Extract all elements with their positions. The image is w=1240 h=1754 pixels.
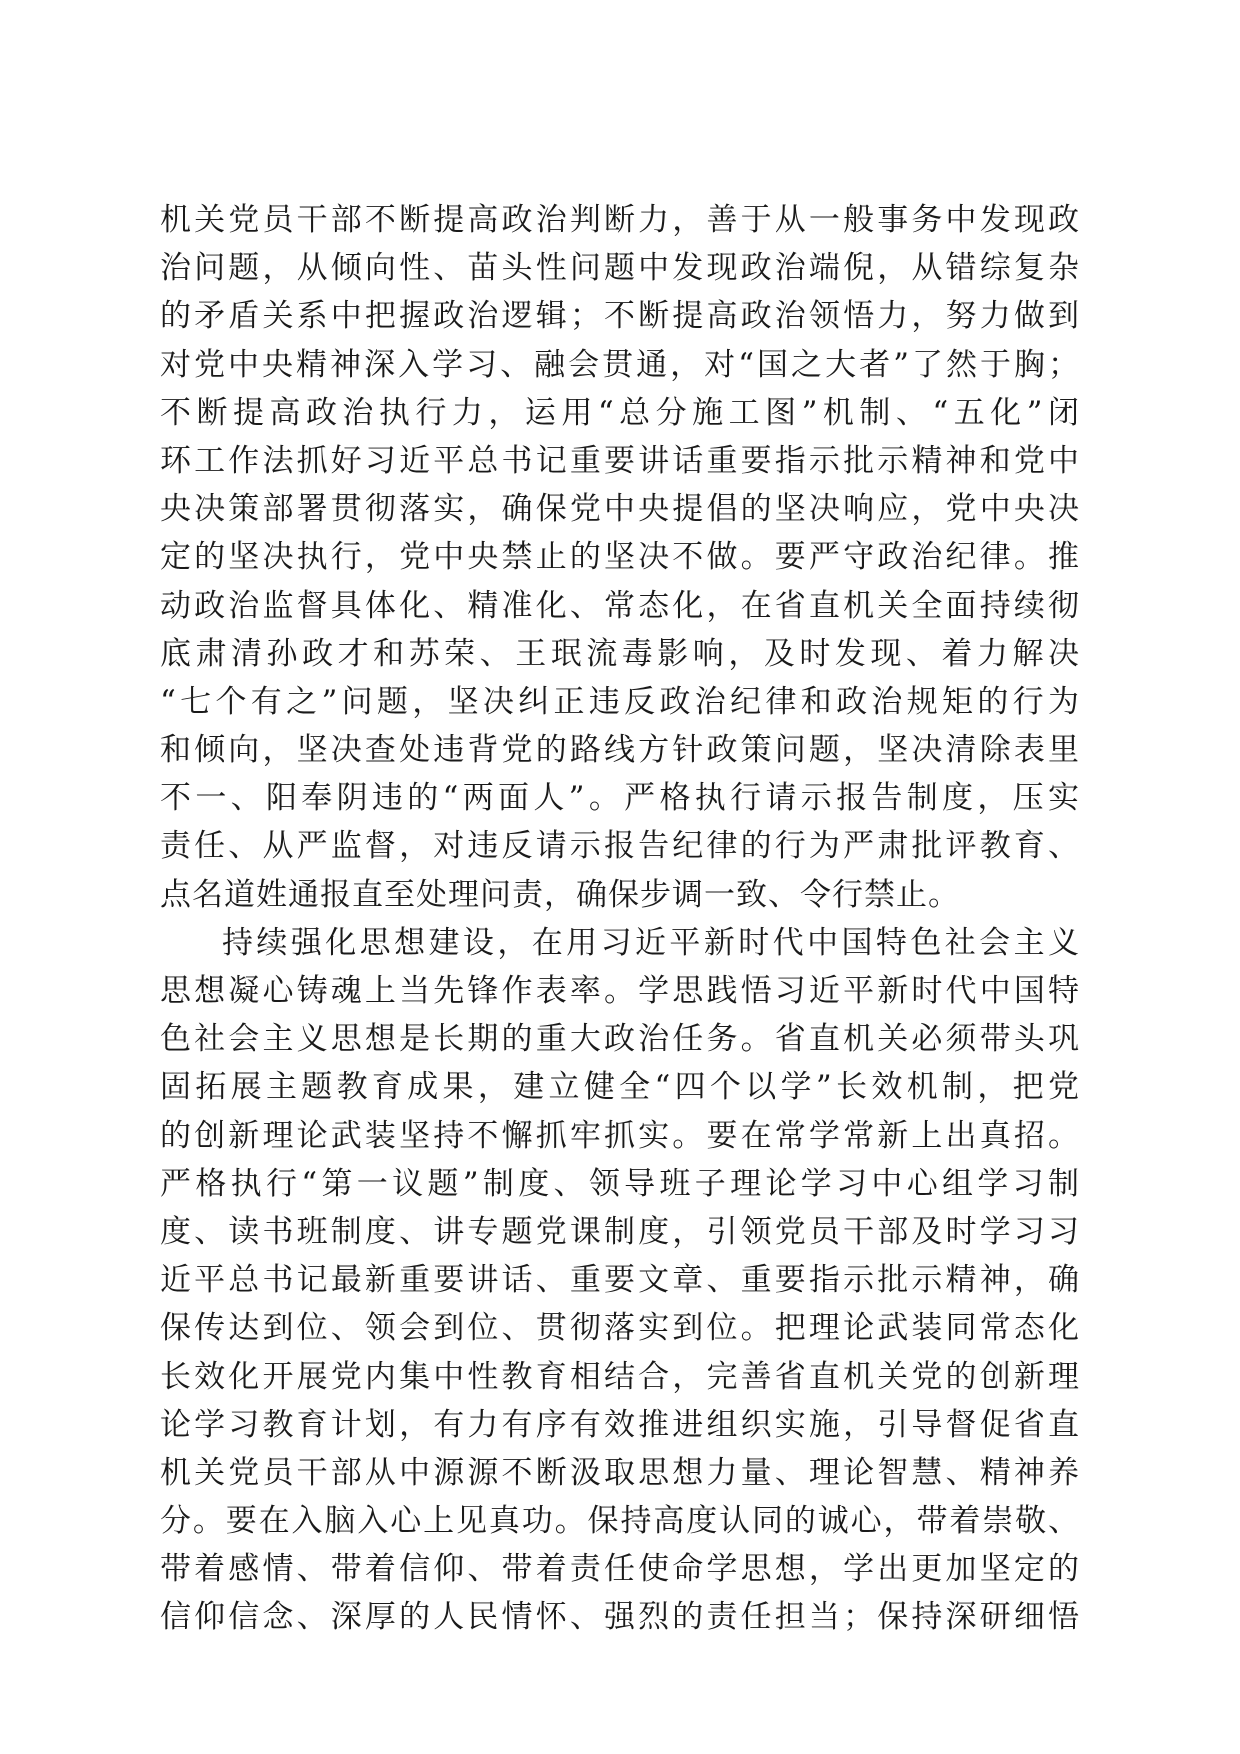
text-line: 的创新理论武装坚持不懈抓牢抓实。要在常学常新上出真招。 — [160, 1117, 1080, 1154]
text-line: 责任、从严监督，对违反请示报告纪律的行为严肃批评教育、 — [160, 828, 1080, 865]
text-line: 严格执行“第一议题”制度、领导班子理论学习中心组学习制 — [160, 1165, 1080, 1202]
paragraph — [160, 196, 1080, 919]
text-line: 定的坚决执行，党中央禁止的坚决不做。要严守政治纪律。推 — [160, 539, 1080, 576]
text-line: 论学习教育计划，有力有序有效推进组织实施，引导督促省直 — [160, 1406, 1080, 1443]
text-line: 点名道姓通报直至处理问责，确保步调一致、令行禁止。 — [160, 876, 960, 913]
text-line: 和倾向，坚决查处违背党的路线方针政策问题，坚决清除表里 — [160, 732, 1080, 769]
text-line: 思想凝心铸魂上当先锋作表率。学思践悟习近平新时代中国特 — [160, 973, 1080, 1009]
paragraph — [160, 919, 1080, 1642]
text-line: 不断提高政治执行力，运用“总分施工图”机制、“五化”闭 — [160, 394, 1080, 431]
text-line: 分。要在入脑入心上见真功。保持高度认同的诚心，带着崇敬、 — [160, 1503, 1080, 1540]
text-line: 机关党员干部从中源源不断汲取思想力量、理论智慧、精神养 — [160, 1454, 1080, 1491]
text-line: 度、读书班制度、讲专题党课制度，引领党员干部及时学习习 — [160, 1213, 1080, 1250]
text-line: 机关党员干部不断提高政治判断力，善于从一般事务中发现政 — [160, 202, 1080, 238]
text-line: 央决策部署贯彻落实，确保党中央提倡的坚决响应，党中央决 — [160, 491, 1080, 528]
text-line: 动政治监督具体化、精准化、常态化，在省直机关全面持续彻 — [160, 587, 1080, 624]
text-line: “七个有之”问题，坚决纠正违反政治纪律和政治规矩的行为 — [160, 683, 1080, 720]
text-line: 的矛盾关系中把握政治逻辑；不断提高政治领悟力，努力做到 — [160, 298, 1080, 335]
text-line: 底肃清孙政才和苏荣、王珉流毒影响，及时发现、着力解决 — [160, 635, 1080, 672]
text-line: 保传达到位、领会到位、贯彻落实到位。把理论武装同常态化 — [160, 1310, 1080, 1347]
text-line: 持续强化思想建设，在用习近平新时代中国特色社会主义 — [222, 924, 1080, 961]
text-line: 信仰信念、深厚的人民情怀、强烈的责任担当；保持深研细悟 — [160, 1599, 1080, 1636]
text-line: 带着感情、带着信仰、带着责任使命学思想，学出更加坚定的 — [160, 1551, 1080, 1588]
text-line: 治问题，从倾向性、苗头性问题中发现政治端倪，从错综复杂 — [160, 250, 1080, 287]
text-line: 长效化开展党内集中性教育相结合，完善省直机关党的创新理 — [160, 1358, 1080, 1395]
text-line: 环工作法抓好习近平总书记重要讲话重要指示批示精神和党中 — [160, 442, 1080, 479]
text-line: 对党中央精神深入学习、融会贯通，对“国之大者”了然于胸； — [160, 346, 1080, 383]
body-text — [160, 196, 1080, 1642]
text-line: 色社会主义思想是长期的重大政治任务。省直机关必须带头巩 — [160, 1021, 1080, 1058]
text-line: 近平总书记最新重要讲话、重要文章、重要指示批示精神，确 — [160, 1262, 1080, 1299]
text-line: 不一、阳奉阴违的“两面人”。严格执行请示报告制度，压实 — [160, 780, 1080, 817]
text-line: 固拓展主题教育成果，建立健全“四个以学”长效机制，把党 — [160, 1069, 1080, 1106]
